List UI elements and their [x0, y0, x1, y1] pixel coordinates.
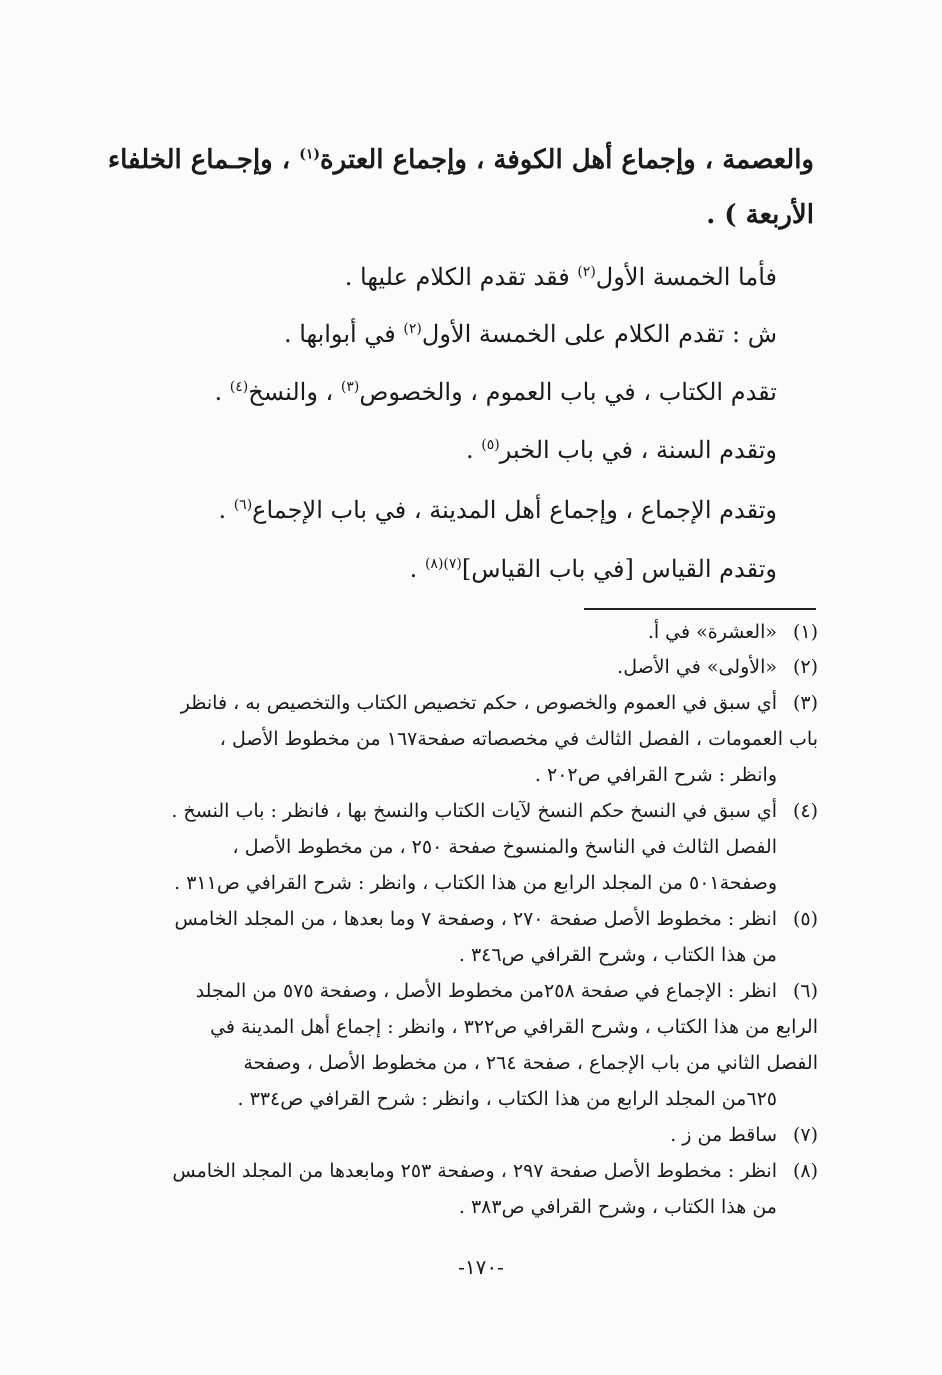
paragraph-5-text: وتقدم الإجماع ، وإجماع أهل المدينة ، في باب الإجماع	[252, 496, 777, 524]
main-line-1-text: والعصمة ، وإجماع أهل الكوفة ، وإجماع العترة	[320, 145, 814, 175]
footnote-text: من هذا الكتاب ، وشرح القرافي ص٣٤٦ .	[458, 944, 777, 966]
footnote-text: وانظر : شرح القرافي ص٢٠٢ .	[534, 764, 777, 786]
main-line-1	[108, 145, 814, 175]
footnote-text: انظر : مخطوط الأصل صفحة ٢٩٧ ، وصفحة ٢٥٣ ومابعدها من المجلد الخامس	[172, 1160, 777, 1182]
paragraph-1-text: فأما الخمسة الأول	[595, 263, 777, 291]
paragraph-1	[345, 263, 777, 291]
footnote-text: الفصل الثاني من باب الإجماع ، صفحة ٢٦٤ ، من مخطوط الأصل ، وصفحة	[243, 1052, 818, 1074]
paragraph-2-text: ش : تقدم الكلام على الخمسة الأول	[421, 320, 777, 348]
footnote-separator	[584, 608, 816, 610]
footnote-text: من هذا الكتاب ، وشرح القرافي ص٣٨٣ .	[458, 1196, 777, 1218]
footnote-number: (٨)	[792, 1160, 818, 1182]
footnote-ref-5: (٥)	[481, 437, 500, 453]
footnote-ref-6: (٦)	[233, 497, 253, 513]
footnote-text: ساقط من ز .	[670, 1124, 777, 1146]
footnote-text: باب العمومات ، الفصل الثالث في مخصصاته صفحة١٦٧ من مخطوط الأصل ،	[219, 728, 818, 750]
paragraph-5	[218, 496, 777, 524]
footnote-number: (٥)	[792, 908, 818, 930]
paragraph-4-text: وتقدم السنة ، في باب الخبر	[499, 436, 777, 464]
footnote-ref-4: (٤)	[229, 379, 249, 395]
paragraph-6	[410, 555, 777, 583]
footnote-text: وصفحة٥٠١ من المجلد الرابع من هذا الكتاب ، وانظر : شرح القرافي ص٣١١ .	[174, 872, 777, 894]
paragraph-3-text: تقدم الكتاب ، في باب العموم ، والخصوص	[359, 378, 777, 406]
page-number: -١٧٠-	[458, 1255, 504, 1279]
paragraph-1-tail: فقد تقدم الكلام عليها .	[344, 263, 578, 291]
footnote-text: انظر : مخطوط الأصل صفحة ٢٧٠ ، وصفحة ٧ وما بعدها ، من المجلد الخامس	[174, 908, 777, 930]
paragraph-3	[214, 378, 777, 406]
paragraph-4-tail: .	[465, 436, 482, 464]
paragraph-2	[284, 320, 777, 348]
footnote-ref-7-8: (٧)(٨)	[424, 556, 462, 572]
footnote-number: (١)	[792, 621, 818, 643]
paragraph-5-tail: .	[218, 496, 234, 524]
paragraph-4	[466, 436, 777, 464]
footnote-text: الرابع من هذا الكتاب ، وشرح القرافي ص٣٢٢ ، وانظر : إجماع أهل المدينة في	[210, 1016, 818, 1038]
footnote-text: «العشرة» في أ.	[647, 621, 777, 643]
footnote-text: انظر : الإجماع في صفحة ٢٥٨من مخطوط الأصل ، وصفحة ٥٧٥ من المجلد	[195, 980, 777, 1002]
paragraph-3-tail: .	[214, 378, 230, 406]
footnote-text: ٦٢٥من المجلد الرابع من هذا الكتاب ، وانظر : شرح القرافي ص٣٣٤ .	[237, 1088, 777, 1110]
main-line-2	[706, 200, 814, 230]
paragraph-6-tail: .	[409, 555, 425, 583]
footnote-ref-2: (٢)	[577, 264, 596, 280]
paragraph-6-text: وتقدم القياس [في باب القياس]	[461, 555, 777, 583]
footnote-text: الفصل الثالث في الناسخ والمنسوخ صفحة ٢٥٠ ، من مخطوط الأصل ،	[232, 836, 777, 858]
footnote-number: (٤)	[792, 800, 818, 822]
footnote-number: (٧)	[792, 1124, 818, 1146]
footnote-ref-1: (١)	[299, 146, 321, 163]
footnote-text: أي سبق في النسخ حكم النسخ لآيات الكتاب والنسخ بها ، فانظر : باب النسخ .	[171, 800, 777, 822]
footnote-text: أي سبق في العموم والخصوص ، حكم تخصيص الكتاب والتخصيص به ، فانظر	[180, 692, 777, 714]
footnote-ref-3: (٣)	[340, 379, 360, 395]
footnote-number: (٦)	[792, 980, 818, 1002]
footnote-number: (٢)	[792, 656, 818, 678]
main-line-1-tail: ، وإجـماع الخلفاء	[107, 145, 300, 175]
footnote-number: (٣)	[792, 692, 818, 714]
footnote-ref-2b: (٢)	[403, 321, 422, 337]
paragraph-3-mid: ، والنسخ	[248, 378, 341, 406]
footnote-text: «الأولى» في الأصل.	[617, 656, 777, 678]
main-line-2-text: الأربعة ) .	[706, 200, 814, 230]
paragraph-2-tail: في أبوابها .	[283, 320, 404, 348]
